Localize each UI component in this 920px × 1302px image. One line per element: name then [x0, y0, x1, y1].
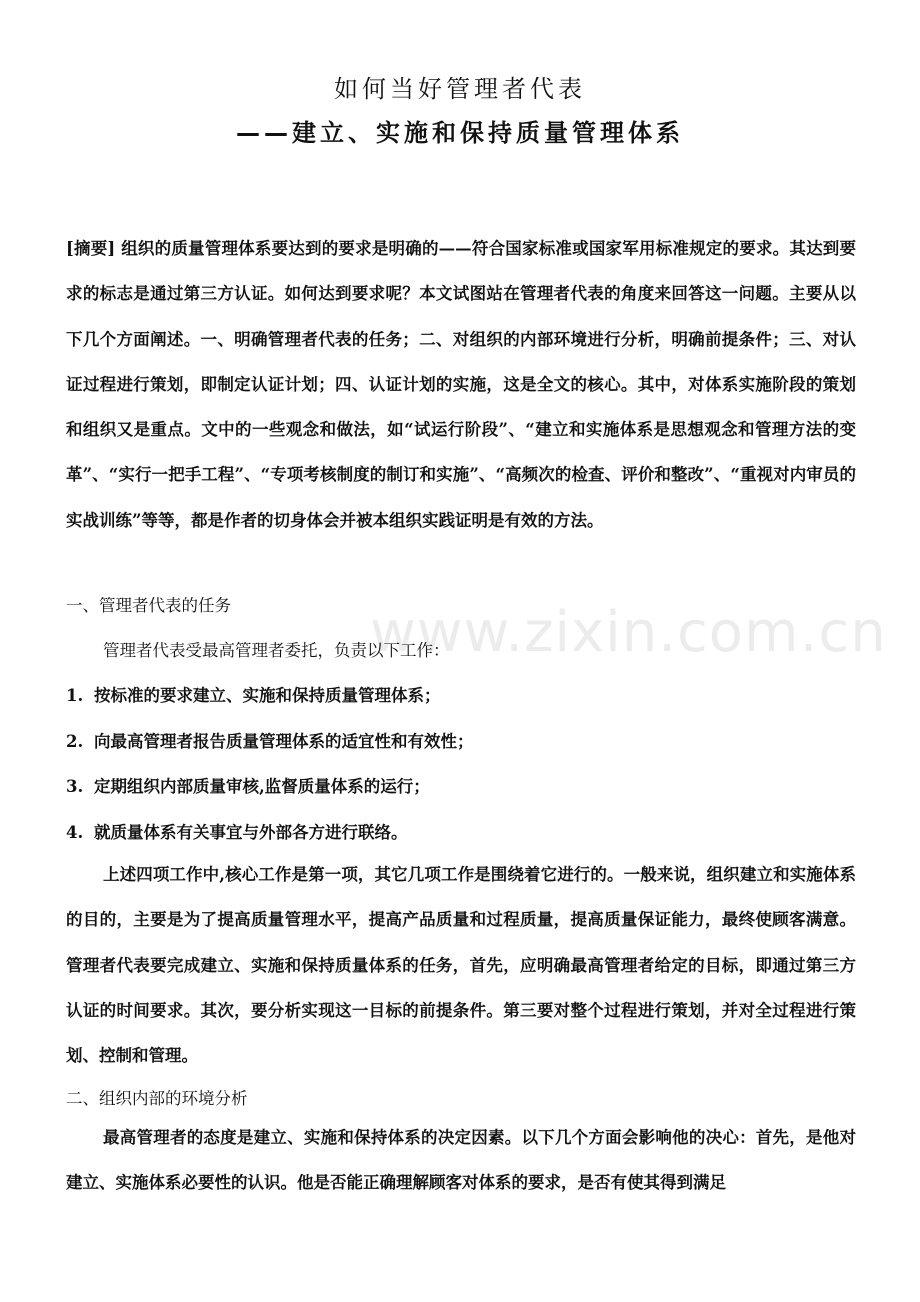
list-item	[66, 772, 430, 802]
section-heading-1: 一、管理者代表的任务	[66, 596, 231, 615]
list-item-text: 按标准的要求建立、实施和保持质量管理体系；	[94, 686, 441, 705]
section2-paragraph: 最高管理者的态度是建立、实施和保持体系的决定因素。以下几个方面会影响他的决心：首先，是他对建立、实施体系必要性的认识。他是否能正确理解顾客对体系的要求，是否有使其得到满足	[66, 1128, 856, 1193]
list-item-text: 向最高管理者报告质量管理体系的适宜性和有效性；	[94, 732, 474, 751]
document-title: 如何当好管理者代表	[334, 75, 586, 103]
list-item	[66, 727, 474, 757]
list-item-number: 3.	[66, 777, 84, 796]
watermark: www.zixin.com.cn	[370, 600, 887, 665]
list-item-number: 4.	[66, 823, 84, 842]
list-item-text: 定期组织内部质量审核,监督质量体系的运行；	[94, 777, 430, 796]
list-item-text: 就质量体系有关事宜与外部各方进行联络。	[94, 823, 408, 842]
list-item-number: 1.	[66, 686, 84, 705]
list-item	[66, 681, 441, 711]
list-item-number: 2.	[66, 732, 84, 751]
abstract-label: [摘要]	[66, 239, 116, 258]
abstract-text: 组织的质量管理体系要达到的要求是明确的——符合国家标准或国家军用标准规定的要求。其达到要求的标志是通过第三方认证。如何达到要求呢？本文试图站在管理者代表的角度来回答这一问题。主要从以下几个方面阐述。一、明确管理者代表的任务；二、对组织的内部环境进行分析，明确前提条件；三、对认证过程进行策划，即制定认证计划；四、认证计划的实施，这是全文的核心。其中，对体系实施阶段的策划和组织又是重点。文中的一些观念和做法，如“试运行阶段”、“建立和实施体系是思想观念和管理方法的变革”、“实行一把手工程”、“专项考核制度的制订和实施”、“高频次的检查、评价和整改”、“重视对内审员的实战训练”等等，都是作者的切身体会并被本组织实践证明是有效的方法。	[66, 239, 856, 530]
document-subtitle: ——建立、实施和保持质量管理体系	[236, 119, 684, 147]
section-intro: 管理者代表受最高管理者委托，负责以下工作：	[103, 641, 450, 660]
list-item	[66, 818, 408, 848]
section1-paragraph: 上述四项工作中,核心工作是第一项，其它几项工作是围绕着它进行的。一般来说，组织建立和实施体系的目的，主要是为了提高质量管理水平，提高产品质量和过程质量，提高质量保证能力，最终使顾客满意。管理者代表要完成建立、实施和保持质量体系的任务，首先，应明确最高管理者给定的目标，即通过第三方认证的时间要求。其次，要分析实现这一目标的前提条件。第三要对整个过程进行策划，并对全过程进行策划、控制和管理。	[66, 865, 856, 1066]
abstract-paragraph	[66, 226, 856, 543]
section-heading-2: 二、组织内部的环境分析	[66, 1089, 248, 1108]
